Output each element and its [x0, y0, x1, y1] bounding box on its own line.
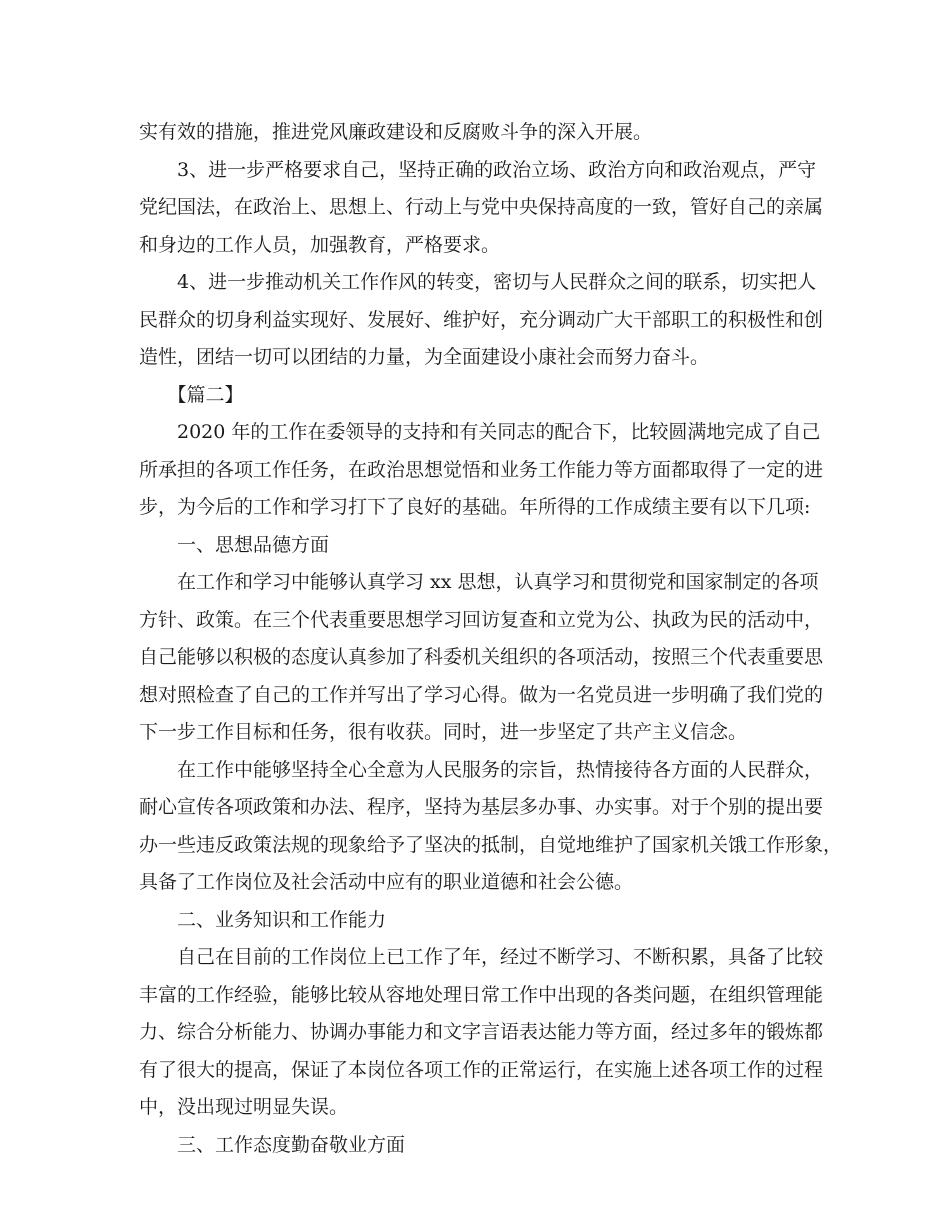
text-line: 下一步工作目标和任务，很有收获。同时，进一步坚定了共产主义信念。 — [139, 721, 748, 743]
paragraph-service — [139, 752, 843, 902]
paragraph-ideology — [139, 564, 824, 752]
text-line: 方针、政策。在三个代表重要思想学习回访复查和立党为公、执政为民的活动中， — [139, 608, 824, 631]
text-line: 在工作和学习中能够认真学习 xx 思想，认真学习和贯彻党和国家制定的各项 — [177, 571, 819, 593]
paragraph-business — [139, 939, 824, 1127]
text-line: 步，为今后的工作和学习打下了良好的基础。年所得的工作成绩主要有以下几项: — [139, 496, 811, 518]
subheading-attitude — [139, 1127, 811, 1165]
text-line: 党纪国法，在政治上、思想上、行动上与党中央保持高度的一致，管好自己的亲属 — [139, 196, 824, 218]
heading-line: 三、工作态度勤奋敬业方面 — [177, 1133, 406, 1156]
text-line: 实有效的措施，推进党风廉政建设和反腐败斗争的深入开展。 — [139, 121, 653, 143]
text-line: 3、进一步严格要求自己，坚持正确的政治立场、政治方向和政治观点，严守 — [177, 158, 817, 181]
text-line: 办一些违反政策法规的现象给予了坚决的抵制，自觉地维护了国家机关饿工作形象， — [139, 833, 843, 856]
text-line: 自己能够以积极的态度认真参加了科委机关组织的各项活动，按照三个代表重要思 — [139, 646, 824, 668]
text-line: 和身边的工作人员，加强教育，严格要求。 — [139, 233, 501, 256]
text-line: 丰富的工作经验，能够比较从容地处理日常工作中出现的各类问题，在组织管理能 — [139, 983, 824, 1006]
text-line: 2020 年的工作在委领导的支持和有关同志的配合下，比较圆满地完成了自己 — [177, 421, 821, 443]
text-line: 力、综合分析能力、协调办事能力和文字言语表达能力等方面，经过多年的锻炼都 — [139, 1021, 824, 1043]
text-line: 耐心宣传各项政策和办法、程序，坚持为基层多办事、办实事。对于个别的提出要 — [139, 796, 824, 818]
text-line: 有了很大的提高，保证了本岗位各项工作的正常运行，在实施上述各项工作的过程 — [139, 1058, 824, 1081]
section-heading-part-two — [139, 377, 811, 415]
paragraph-item-4 — [139, 264, 824, 377]
heading-line: 【篇二】 — [167, 383, 244, 406]
paragraph-intro — [139, 414, 824, 527]
paragraph — [139, 114, 811, 152]
text-line: 造性，团结一切可以团结的力量，为全面建设小康社会而努力奋斗。 — [139, 346, 710, 368]
text-line: 民群众的切身利益实现好、发展好、维护好，充分调动广大干部职工的积极性和创 — [139, 308, 824, 331]
text-line: 4、进一步推动机关工作作风的转变，密切与人民群众之间的联系，切实把人 — [177, 271, 817, 293]
subheading-business — [139, 902, 811, 940]
text-line: 具备了工作岗位及社会活动中应有的职业道德和社会公德。 — [139, 871, 634, 893]
paragraph-item-3 — [139, 152, 824, 265]
text-line: 所承担的各项工作任务，在政治思想觉悟和业务工作能力等方面都取得了一定的进 — [139, 458, 824, 481]
text-line: 自己在目前的工作岗位上已工作了年，经过不断学习、不断积累，具备了比较 — [177, 946, 824, 968]
text-line: 中，没出现过明显失误。 — [139, 1096, 349, 1118]
text-line: 想对照检查了自己的工作并写出了学习心得。做为一名党员进一步明确了我们党的 — [139, 683, 824, 706]
heading-line: 二、业务知识和工作能力 — [177, 908, 387, 931]
text-line: 在工作中能够坚持全心全意为人民服务的宗旨，热情接待各方面的人民群众， — [177, 758, 824, 781]
document-body — [139, 114, 843, 1164]
heading-line: 一、思想品德方面 — [177, 533, 330, 556]
subheading-ideology — [139, 527, 811, 565]
